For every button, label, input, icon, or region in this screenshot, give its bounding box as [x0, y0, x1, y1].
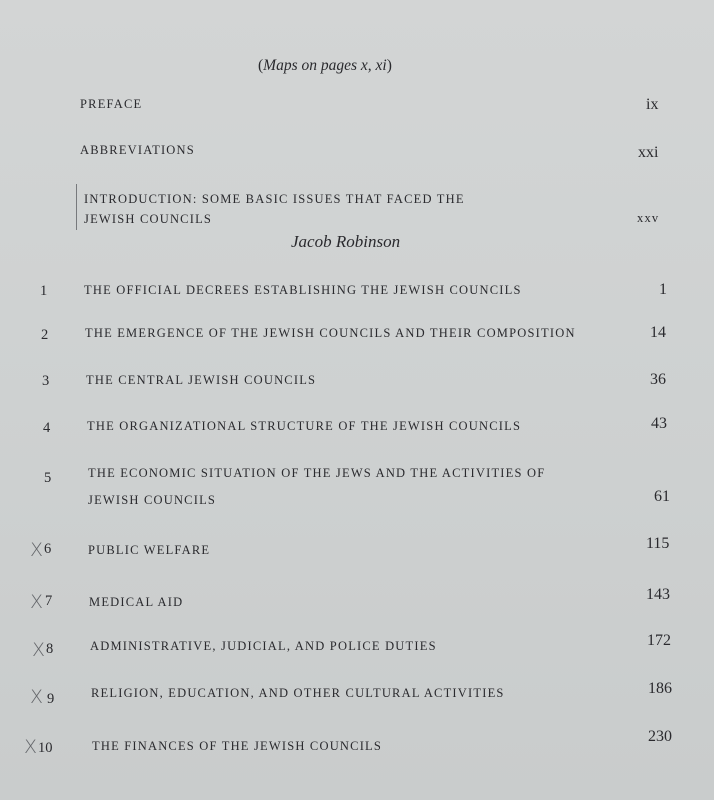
chapter-10-title: THE FINANCES OF THE JEWISH COUNCILS	[92, 739, 383, 753]
x-check-mark: X	[30, 686, 44, 708]
chapter-7-number: 7	[45, 593, 53, 609]
chapter-10-number: 10	[38, 740, 53, 756]
x-check-mark: X	[24, 736, 38, 758]
chapter-8-number: 8	[46, 641, 54, 657]
chapter-5-number: 5	[44, 470, 52, 486]
chapter-1-number: 1	[40, 283, 48, 299]
toc-preface-title: PREFACE	[80, 97, 143, 111]
x-check-mark: X	[30, 591, 44, 613]
chapter-9-number: 9	[47, 691, 55, 707]
chapter-7-page: 143	[646, 586, 670, 603]
chapter-3-title: THE CENTRAL JEWISH COUNCILS	[86, 373, 317, 387]
chapter-3-number: 3	[42, 373, 50, 389]
maps-note: (Maps on pages x, xi)	[258, 57, 392, 74]
toc-introduction-page: xxv	[637, 211, 660, 225]
chapter-5-title-line1: THE ECONOMIC SITUATION OF THE JEWS AND THE ACTIVITIES OF	[88, 466, 546, 480]
chapter-4-title: THE ORGANIZATIONAL STRUCTURE OF THE JEWISH COUNCILS	[87, 419, 522, 433]
toc-introduction-author: Jacob Robinson	[291, 232, 401, 251]
chapter-3-page: 36	[650, 371, 666, 388]
chapter-2-number: 2	[41, 327, 49, 343]
chapter-4-page: 43	[651, 415, 667, 432]
toc-preface-page: ix	[646, 96, 659, 113]
toc-abbreviations-page: xxi	[638, 144, 659, 161]
margin-bar-mark	[76, 184, 77, 230]
chapter-9-title: RELIGION, EDUCATION, AND OTHER CULTURAL ACTIVITIES	[91, 686, 505, 700]
chapter-5-title-line2: JEWISH COUNCILS	[88, 493, 217, 507]
chapter-6-title: PUBLIC WELFARE	[88, 543, 211, 557]
chapter-6-page: 115	[646, 535, 670, 552]
chapter-10-page: 230	[648, 728, 672, 745]
chapter-1-title: THE OFFICIAL DECREES ESTABLISHING THE JEWISH COUNCILS	[84, 283, 522, 297]
toc-introduction-title-line1: INTRODUCTION: SOME BASIC ISSUES THAT FACED THE	[84, 192, 465, 206]
chapter-9-page: 186	[648, 680, 672, 697]
chapter-2-page: 14	[650, 324, 666, 341]
chapter-8-page: 172	[647, 632, 671, 649]
chapter-4-number: 4	[43, 420, 51, 436]
x-check-mark: X	[30, 539, 44, 561]
chapter-6-number: 6	[44, 541, 52, 557]
chapter-7-title: MEDICAL AID	[89, 595, 184, 609]
chapter-1-page: 1	[659, 281, 667, 298]
toc-introduction-title-line2: JEWISH COUNCILS	[84, 212, 213, 226]
toc-abbreviations-title: ABBREVIATIONS	[80, 143, 195, 157]
x-check-mark: X	[32, 639, 46, 661]
chapter-8-title: ADMINISTRATIVE, JUDICIAL, AND POLICE DUTIES	[90, 639, 437, 653]
chapter-2-title: THE EMERGENCE OF THE JEWISH COUNCILS AND THEIR COMPOSITION	[85, 326, 576, 340]
chapter-5-page: 61	[654, 488, 670, 505]
